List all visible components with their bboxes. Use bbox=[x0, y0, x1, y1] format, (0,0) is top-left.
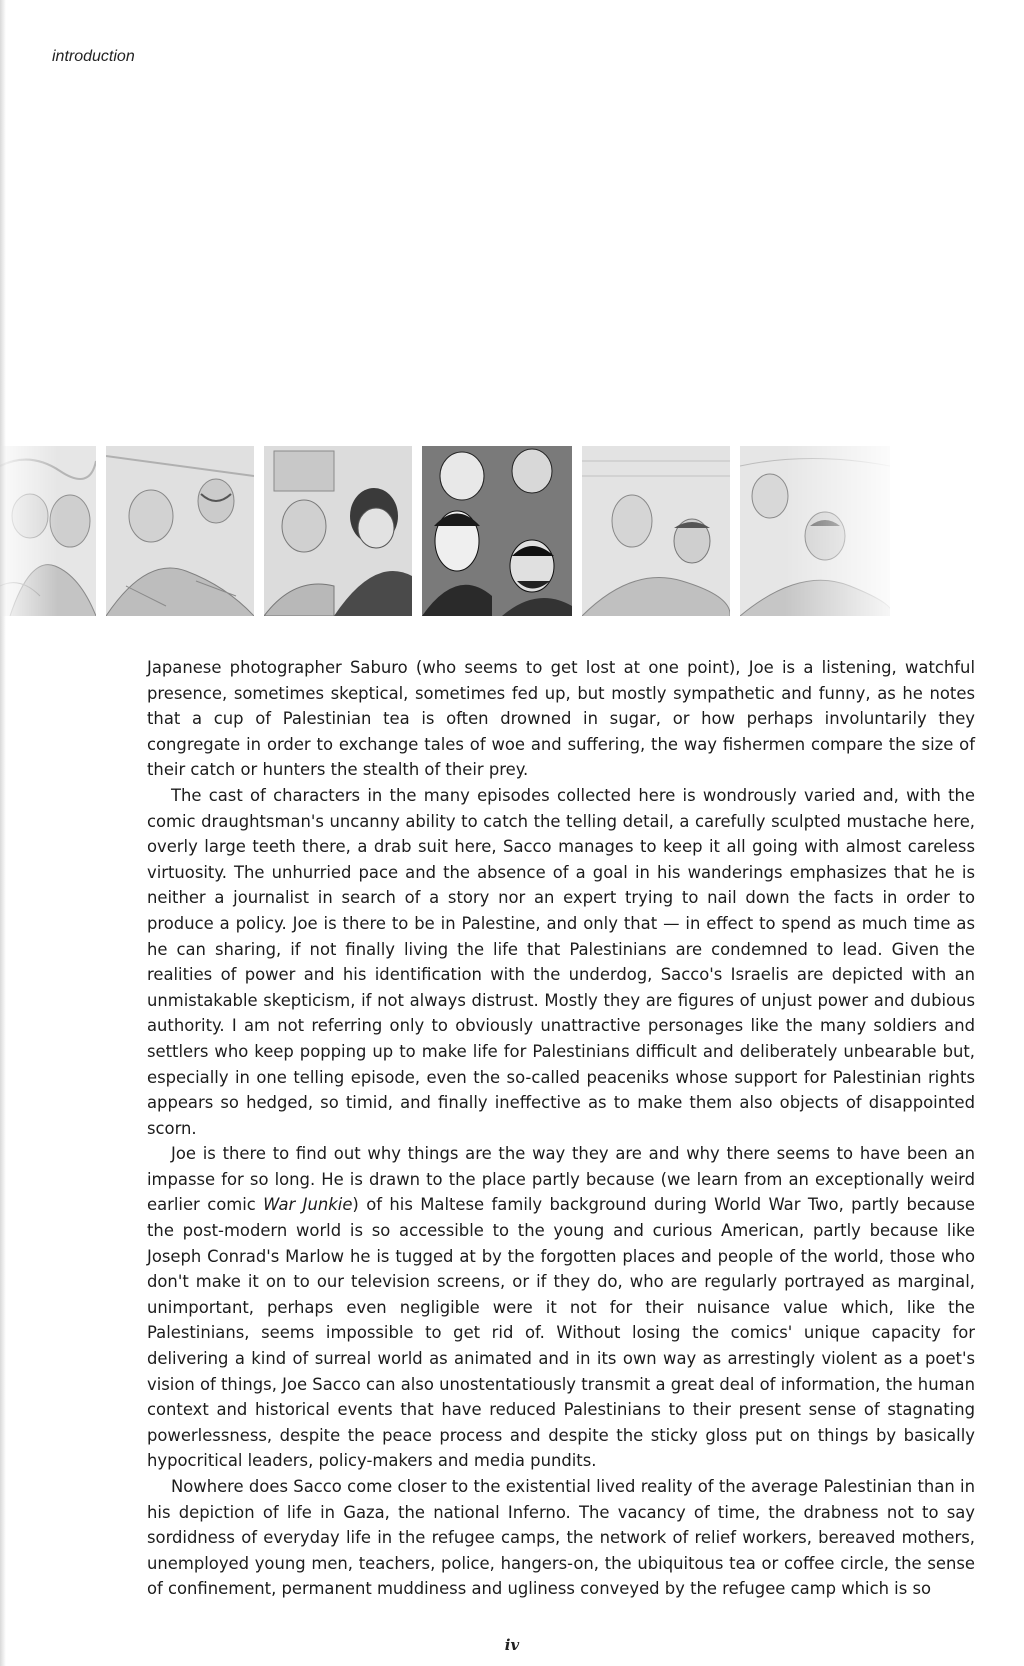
section-header: introduction bbox=[52, 48, 135, 65]
paragraph-4: Nowhere does Sacco come closer to the existential lived reality of the average Palestinian than in his depiction of life in Gaza, the national Inferno. The vacancy of time, the drabness not to say sordidness of everyday life in the refugee camps, the network of relief workers, bereaved mothers, unemployed young men, teachers, police, hangers-on, the ubiquitous tea or coffee circle, the sense of confinement, permanent muddiness and ugliness conveyed by the refugee camp which is so bbox=[147, 1477, 975, 1599]
paragraph-2: The cast of characters in the many episodes collected here is wondrously varied and, with the comic draughtsman's uncanny ability to catch the telling detail, a carefully sculpted mustache here, overly large teeth there, a drab suit here, Sacco manages to keep it all going with almost careless virtuosity. The unhurried pace and the absence of a goal in his wanderings emphasizes that he is neither a journalist in search of a story nor an expert trying to nail down the facts in order to produce a policy. Joe is there to be in Palestine, and only that — in effect to spend as much time as he can sharing, if not finally living the life that Palestinians are condemned to lead. Given the realities of power and his identification with the underdog, Sacco's Israelis are depicted with an unmistakable skepticism, if not always distrust. Mostly they are figures of unjust power and dubious authority. I am not referring only to obviously unattractive personages like the many soldiers and settlers who keep popping up to make life for Palestinians difficult and deliberately unbearable but, especially in one telling episode, even the so-called peaceniks whose support for Palestinian rights appears so hedged, so timid, and finally ineffective as to make them also objects of disappointed scorn. bbox=[147, 785, 975, 1138]
crowd-panel-1 bbox=[0, 446, 96, 616]
paragraph-3-part-2: ) of his Maltese family background during World War Two, partly because the post-modern world is so accessible to the young and curious American, partly because like Joseph Conrad's Marlow he is tugged at by the forgotten places and people of the world, those who don't make it on to our television screens, or if they do, who are regularly portrayed as marginal, unimportant, perhaps even negligible were it not for their nuisance value which, like the Palestinians, seems impossible to get rid of. Without losing the comics' unique capacity for delivering a kind of surreal world as animated and in its own way as arrestingly violent as a poet's vision of things, Joe Sacco can also unostentatiously transmit a great deal of information, the human context and historical events that have reduced Palestinians to their present sense of stagnating powerlessness, despite the peace process and despite the sticky gloss put on things by basically hypocritical leaders, policy-makers and media pundits. bbox=[147, 1195, 975, 1471]
war-junkie-title: War Junkie bbox=[263, 1195, 353, 1215]
paragraph-3 bbox=[147, 1141, 975, 1474]
crowd-panel-6 bbox=[740, 446, 890, 616]
crowd-panel-5 bbox=[582, 446, 730, 616]
paragraph-3-part-1: Joe is there to find out why things are the way they are and why there seems to have been an impasse for so long. He is drawn to the place partly because (we learn from an exceptionally weird earlier comic bbox=[147, 1144, 975, 1215]
page-edge-shadow bbox=[0, 0, 6, 1666]
crowd-panel-4 bbox=[422, 446, 572, 616]
page-number: iv bbox=[504, 1636, 520, 1654]
crowd-panel-3 bbox=[264, 446, 412, 616]
introduction-body-text bbox=[147, 655, 975, 1602]
crowd-panel-2 bbox=[106, 446, 254, 616]
paragraph-1: Japanese photographer Saburo (who seems to get lost at one point), Joe is a listening, watchful presence, sometimes skeptical, sometimes fed up, but mostly sympathetic and funny, as he notes that a cup of Palestinian tea is often drowned in sugar, or how perhaps involuntarily they congregate in order to exchange tales of woe and suffering, the way fishermen compare the size of their catch or hunters the stealth of their prey. bbox=[147, 658, 975, 780]
comic-illustration-strip bbox=[0, 446, 960, 616]
